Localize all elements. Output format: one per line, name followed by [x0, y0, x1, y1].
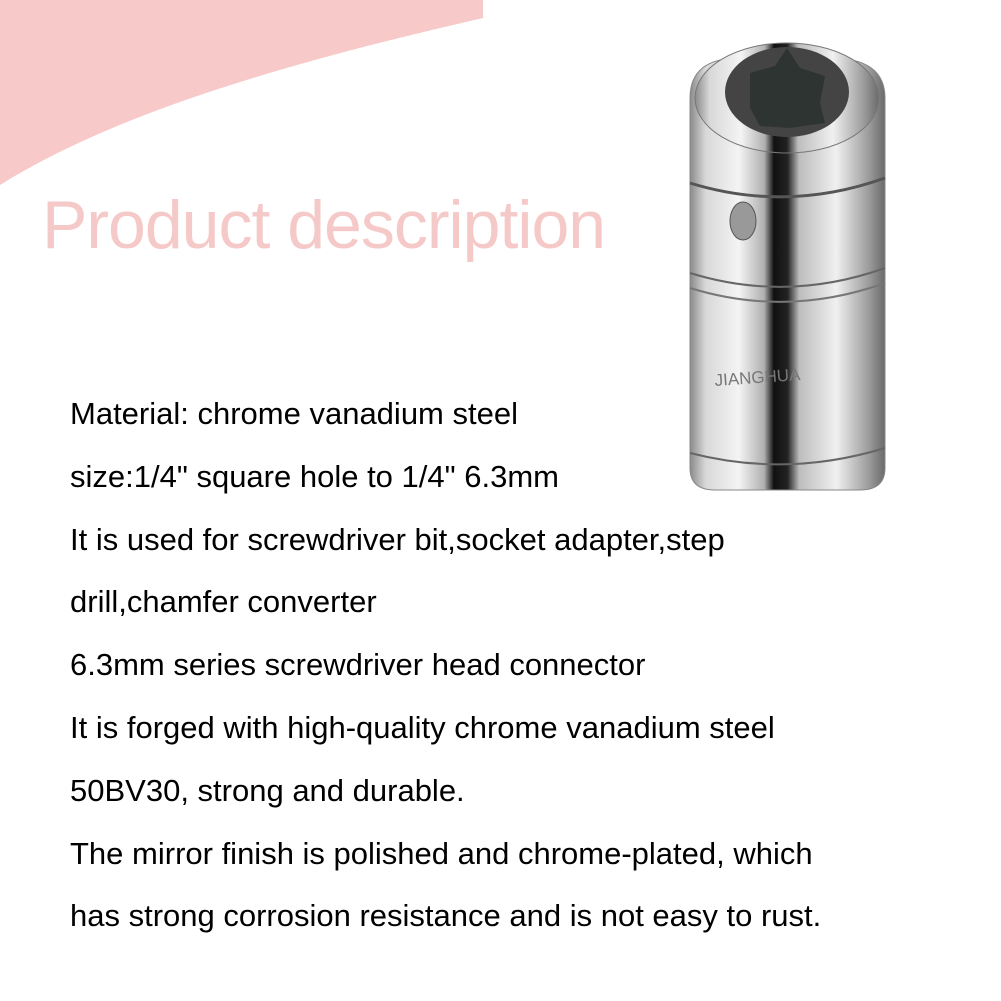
description-line: drill,chamfer converter: [70, 584, 377, 620]
description-line: has strong corrosion resistance and is not easy to rust.: [70, 898, 822, 934]
brand-engraving: JIANGHUA: [713, 365, 802, 390]
description-line: It is used for screwdriver bit,socket adapter,step: [70, 521, 725, 557]
description-line: 6.3mm series screwdriver head connector: [70, 647, 646, 683]
description-line: 50BV30, strong and durable.: [70, 772, 465, 808]
description-line: Material: chrome vanadium steel: [70, 396, 518, 431]
description-list: [70, 383, 821, 948]
description-line: The mirror finish is polished and chrome-plated, which: [70, 835, 813, 871]
page-title: Product description: [42, 187, 606, 263]
description-line: size:1/4" square hole to 1/4" 6.3mm: [70, 458, 559, 494]
description-line: It is forged with high-quality chrome vanadium steel: [70, 709, 775, 745]
